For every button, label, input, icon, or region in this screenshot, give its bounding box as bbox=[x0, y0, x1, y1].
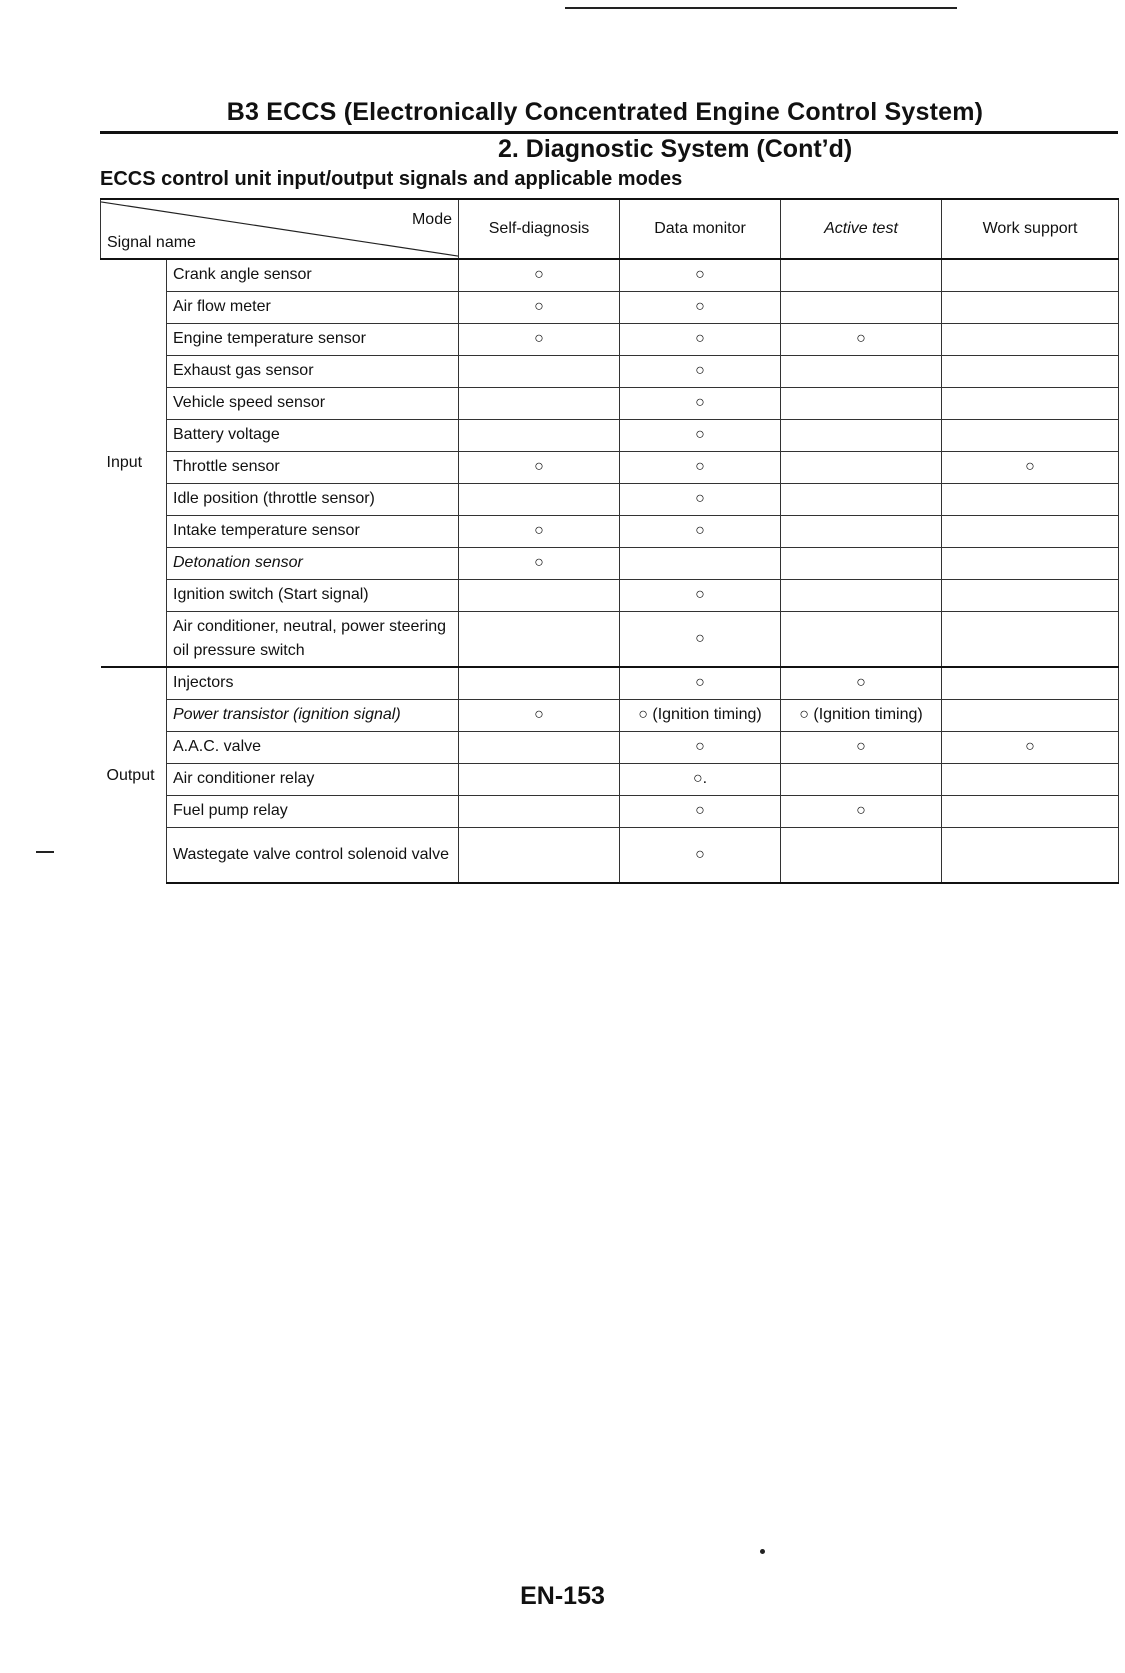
active-test-cell: ○ bbox=[781, 667, 942, 699]
margin-mark bbox=[36, 851, 54, 853]
table-row bbox=[101, 323, 1119, 355]
work-support-cell: ○ bbox=[942, 731, 1119, 763]
self-diagnosis-cell bbox=[459, 667, 620, 699]
work-support-cell bbox=[942, 419, 1119, 451]
active-test-cell bbox=[781, 451, 942, 483]
signal-name-cell: Air flow meter bbox=[167, 291, 459, 323]
active-test-cell bbox=[781, 611, 942, 667]
data-monitor-cell: ○ bbox=[620, 387, 781, 419]
active-test-cell bbox=[781, 291, 942, 323]
data-monitor-cell: ○ bbox=[620, 667, 781, 699]
table-row bbox=[101, 291, 1119, 323]
self-diagnosis-cell bbox=[459, 387, 620, 419]
table-row bbox=[101, 515, 1119, 547]
group-label-input: Input bbox=[101, 259, 167, 667]
signal-name-cell: Injectors bbox=[167, 667, 459, 699]
active-test-cell: ○ bbox=[781, 731, 942, 763]
signal-name-cell: Engine temperature sensor bbox=[167, 323, 459, 355]
self-diagnosis-cell bbox=[459, 579, 620, 611]
self-diagnosis-cell bbox=[459, 483, 620, 515]
work-support-cell bbox=[942, 323, 1119, 355]
mode-axis-label: Mode bbox=[411, 211, 452, 228]
page-number: EN-153 bbox=[520, 1582, 605, 1610]
signal-name-cell: Vehicle speed sensor bbox=[167, 387, 459, 419]
active-test-cell bbox=[781, 515, 942, 547]
signal-name-cell: A.A.C. valve bbox=[167, 731, 459, 763]
data-monitor-cell: ○ bbox=[620, 795, 781, 827]
data-monitor-cell: ○. bbox=[620, 763, 781, 795]
signal-name-cell: Air conditioner, neutral, power steering oil pressure switch bbox=[167, 611, 459, 667]
table-heading: ECCS control unit input/output signals and applicable modes bbox=[100, 168, 683, 190]
work-support-cell bbox=[942, 795, 1119, 827]
self-diagnosis-cell: ○ bbox=[459, 323, 620, 355]
active-test-cell bbox=[781, 763, 942, 795]
work-support-cell bbox=[942, 763, 1119, 795]
signal-name-axis-label: Signal name bbox=[107, 234, 196, 251]
active-test-cell bbox=[781, 547, 942, 579]
signal-name-cell: Wastegate valve control solenoid valve bbox=[167, 827, 459, 883]
active-test-cell bbox=[781, 483, 942, 515]
speck-mark bbox=[760, 1549, 765, 1554]
table-row bbox=[101, 355, 1119, 387]
work-support-cell bbox=[942, 699, 1119, 731]
signal-name-cell: Fuel pump relay bbox=[167, 795, 459, 827]
signal-mode-table bbox=[100, 198, 1119, 884]
data-monitor-cell: ○ bbox=[620, 291, 781, 323]
self-diagnosis-cell bbox=[459, 731, 620, 763]
self-diagnosis-cell bbox=[459, 355, 620, 387]
column-header-data-monitor: Data monitor bbox=[620, 199, 781, 259]
data-monitor-cell: ○ bbox=[620, 827, 781, 883]
data-monitor-cell: ○ bbox=[620, 323, 781, 355]
self-diagnosis-cell: ○ bbox=[459, 547, 620, 579]
data-monitor-cell: ○ bbox=[620, 579, 781, 611]
work-support-cell bbox=[942, 611, 1119, 667]
data-monitor-cell: ○ bbox=[620, 483, 781, 515]
data-monitor-cell: ○ (Ignition timing) bbox=[620, 699, 781, 731]
table-header-row bbox=[101, 199, 1119, 259]
signal-name-cell: Detonation sensor bbox=[167, 547, 459, 579]
table-row bbox=[101, 667, 1119, 699]
work-support-cell bbox=[942, 387, 1119, 419]
signal-name-cell: Air conditioner relay bbox=[167, 763, 459, 795]
data-monitor-cell bbox=[620, 547, 781, 579]
active-test-cell: ○ bbox=[781, 323, 942, 355]
work-support-cell bbox=[942, 515, 1119, 547]
work-support-cell bbox=[942, 259, 1119, 291]
self-diagnosis-cell bbox=[459, 611, 620, 667]
work-support-cell bbox=[942, 579, 1119, 611]
signal-name-cell: Exhaust gas sensor bbox=[167, 355, 459, 387]
active-test-cell bbox=[781, 419, 942, 451]
table-row bbox=[101, 259, 1119, 291]
column-header-self-diagnosis: Self-diagnosis bbox=[459, 199, 620, 259]
data-monitor-cell: ○ bbox=[620, 259, 781, 291]
data-monitor-cell: ○ bbox=[620, 731, 781, 763]
active-test-cell bbox=[781, 259, 942, 291]
active-test-cell bbox=[781, 387, 942, 419]
active-test-cell: ○ (Ignition timing) bbox=[781, 699, 942, 731]
signal-name-cell: Ignition switch (Start signal) bbox=[167, 579, 459, 611]
signal-name-cell: Crank angle sensor bbox=[167, 259, 459, 291]
data-monitor-cell: ○ bbox=[620, 611, 781, 667]
page-title: B3 ECCS (Electronically Concentrated Engine Control System) bbox=[226, 98, 984, 126]
data-monitor-cell: ○ bbox=[620, 451, 781, 483]
table-row bbox=[101, 763, 1119, 795]
active-test-cell bbox=[781, 579, 942, 611]
self-diagnosis-cell: ○ bbox=[459, 699, 620, 731]
table-row bbox=[101, 483, 1119, 515]
self-diagnosis-cell bbox=[459, 795, 620, 827]
signal-name-cell: Intake temperature sensor bbox=[167, 515, 459, 547]
section-subtitle: 2. Diagnostic System (Cont’d) bbox=[498, 135, 853, 163]
active-test-cell bbox=[781, 827, 942, 883]
self-diagnosis-cell: ○ bbox=[459, 515, 620, 547]
table-row bbox=[101, 547, 1119, 579]
signal-name-cell: Battery voltage bbox=[167, 419, 459, 451]
signal-name-cell: Idle position (throttle sensor) bbox=[167, 483, 459, 515]
table-row bbox=[101, 731, 1119, 763]
self-diagnosis-cell: ○ bbox=[459, 259, 620, 291]
table-row bbox=[101, 451, 1119, 483]
signal-name-cell: Power transistor (ignition signal) bbox=[167, 699, 459, 731]
title-rule bbox=[100, 131, 1118, 134]
data-monitor-cell: ○ bbox=[620, 419, 781, 451]
work-support-cell bbox=[942, 355, 1119, 387]
active-test-cell bbox=[781, 355, 942, 387]
work-support-cell bbox=[942, 827, 1119, 883]
corner-header-cell bbox=[101, 199, 459, 259]
data-monitor-cell: ○ bbox=[620, 355, 781, 387]
self-diagnosis-cell: ○ bbox=[459, 451, 620, 483]
self-diagnosis-cell bbox=[459, 827, 620, 883]
active-test-cell: ○ bbox=[781, 795, 942, 827]
table-row bbox=[101, 699, 1119, 731]
work-support-cell bbox=[942, 547, 1119, 579]
self-diagnosis-cell bbox=[459, 763, 620, 795]
self-diagnosis-cell: ○ bbox=[459, 291, 620, 323]
work-support-cell bbox=[942, 483, 1119, 515]
table-row bbox=[101, 795, 1119, 827]
table-row bbox=[101, 579, 1119, 611]
group-label-output: Output bbox=[101, 667, 167, 883]
table-row bbox=[101, 387, 1119, 419]
signal-name-cell: Throttle sensor bbox=[167, 451, 459, 483]
work-support-cell bbox=[942, 291, 1119, 323]
work-support-cell bbox=[942, 667, 1119, 699]
column-header-active-test: Active test bbox=[781, 199, 942, 259]
top-rule bbox=[565, 7, 957, 9]
column-header-work-support: Work support bbox=[942, 199, 1119, 259]
work-support-cell: ○ bbox=[942, 451, 1119, 483]
table-row bbox=[101, 827, 1119, 883]
table-row bbox=[101, 419, 1119, 451]
data-monitor-cell: ○ bbox=[620, 515, 781, 547]
self-diagnosis-cell bbox=[459, 419, 620, 451]
table-row bbox=[101, 611, 1119, 667]
